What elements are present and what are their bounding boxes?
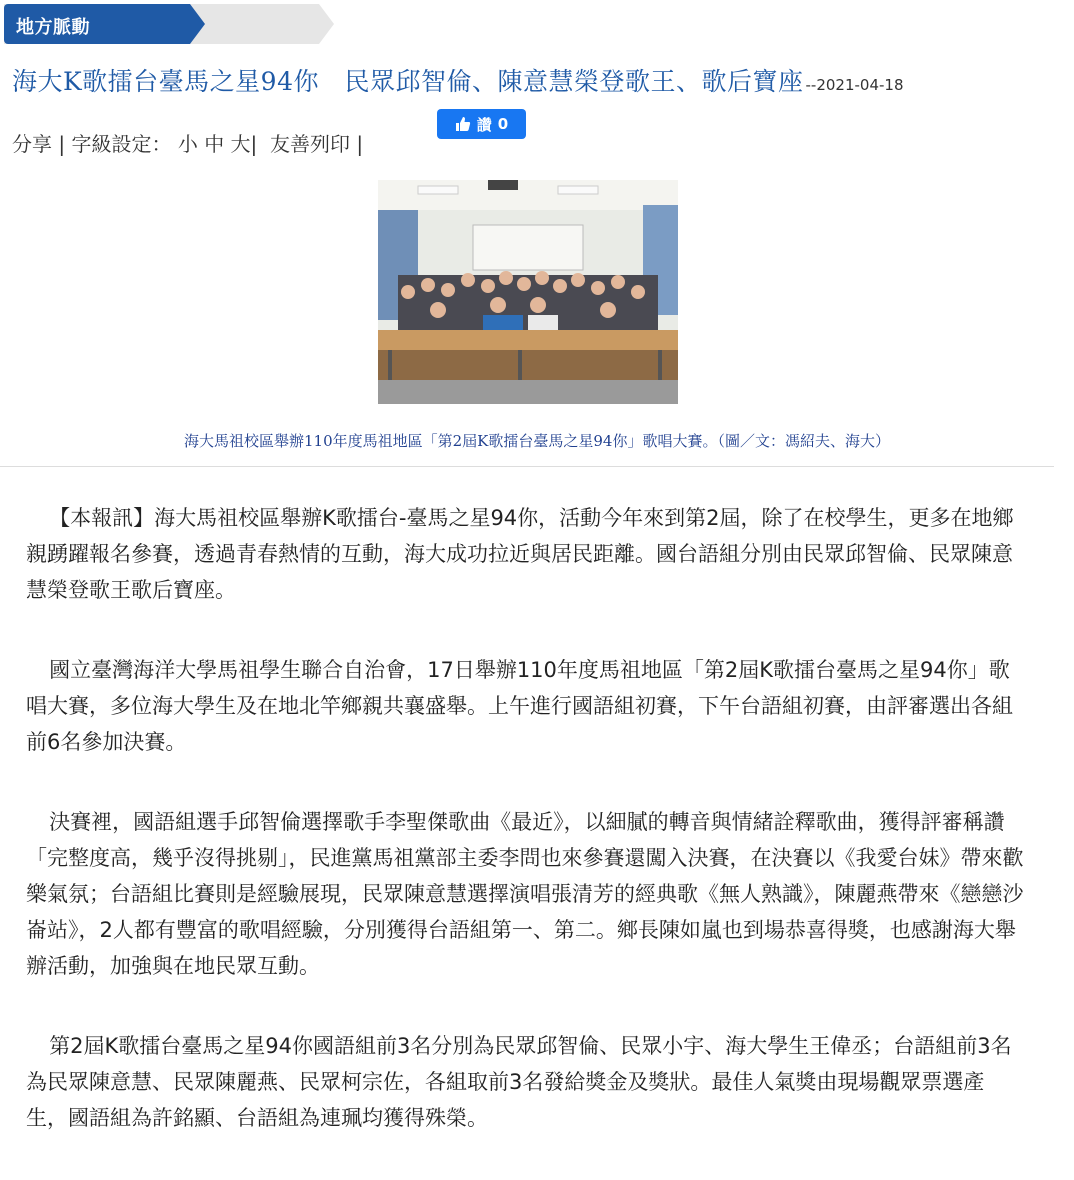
thumbs-up-icon <box>455 116 471 132</box>
font-size-large-link[interactable]: 大 <box>230 132 251 156</box>
facebook-like-label: 讚 <box>476 115 492 134</box>
article-paragraph: 國立臺灣海洋大學馬祖學生聯合自治會，17日舉辦110年度馬祖地區「第2屆K歌擂台臺馬之星94你」歌唱大賽，多位海大學生及在地北竿鄉親共襄盛舉。上午進行國語組初賽，下午台語組初賽，由評審選出各組前6名參加決賽。 <box>26 658 1013 754</box>
font-size-small-link[interactable]: 小 <box>177 132 198 156</box>
article-photo <box>378 180 678 404</box>
article-toolbar <box>12 128 363 157</box>
font-size-label: 字級設定： <box>71 132 172 156</box>
group-photo-icon <box>378 180 678 404</box>
share-link[interactable]: 分享 <box>12 132 52 156</box>
article-body <box>26 500 1026 1180</box>
section-label: 地方脈動 <box>16 17 90 38</box>
photo-caption: 海大馬祖校區舉辦110年度馬祖地區「第2屆K歌擂台臺馬之星94你」歌唱大賽。（圖／文：馮紹夫、海大） <box>184 432 890 450</box>
section-tab[interactable] <box>4 4 334 44</box>
facebook-like-count: 0 <box>497 115 509 133</box>
divider <box>0 466 1054 467</box>
separator: | <box>58 132 66 156</box>
font-size-medium-link[interactable]: 中 <box>204 132 225 156</box>
article-paragraph: 第2屆K歌擂台臺馬之星94你國語組前3名分別為民眾邱智倫、民眾小宇、海大學生王偉丞；台語組前3名為民眾陳意慧、民眾陳麗燕、民眾柯宗佐，各組取前3名發給獎金及獎狀。最佳人氣獎由現場觀眾票選產生，國語組為許銘顯、台語組為連珮均獲得殊榮。 <box>26 1034 1012 1130</box>
article-header <box>12 62 1062 98</box>
separator: | <box>356 132 364 156</box>
article-title: 海大K歌擂台臺馬之星94你 民眾邱智倫、陳意慧榮登歌王、歌后寶座 <box>12 67 804 96</box>
article-date: --2021-04-18 <box>805 76 904 94</box>
print-link[interactable]: 友善列印 <box>270 132 351 156</box>
separator: | <box>250 132 258 156</box>
article-paragraph: 【本報訊】海大馬祖校區舉辦K歌擂台-臺馬之星94你，活動今年來到第2屆，除了在校學生，更多在地鄉親踴躍報名參賽，透過青春熱情的互動，海大成功拉近與居民距離。國台語組分別由民眾邱智倫、民眾陳意慧榮登歌王歌后寶座。 <box>26 506 1014 602</box>
article-paragraph: 決賽裡，國語組選手邱智倫選擇歌手李聖傑歌曲《最近》，以細膩的轉音與情緒詮釋歌曲，獲得評審稱讚「完整度高，幾乎沒得挑剔」，民進黨馬祖黨部主委李問也來參賽還闖入決賽，在決賽以《我愛台妹》帶來歡樂氣氛；台語組比賽則是經驗展現，民眾陳意慧選擇演唱張清芳的經典歌《無人熟識》，陳麗燕帶來《戀戀沙崙站》，2人都有豐富的歌唱經驗，分別獲得台語組第一、第二。鄉長陳如嵐也到場恭喜得獎，也感謝海大舉辦活動，加強與在地民眾互動。 <box>26 810 1024 978</box>
facebook-like-button[interactable] <box>437 109 526 139</box>
